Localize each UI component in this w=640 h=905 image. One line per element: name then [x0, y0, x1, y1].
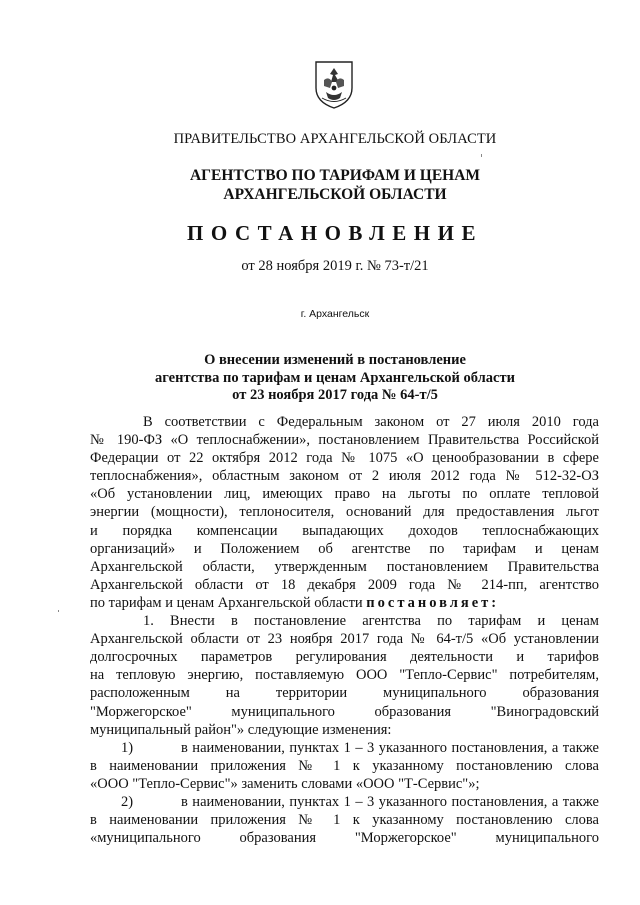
document-body	[90, 413, 599, 847]
preamble-last-text: по тарифам и ценам Архангельской области	[90, 594, 363, 611]
subject-line2: агентства по тарифам и ценам Архангельской области	[155, 369, 515, 386]
city-label: г. Архангельск	[300, 308, 370, 320]
subject-line1: О внесении изменений в постановление	[204, 352, 466, 368]
body-line: Архангельской области от 18 декабря 2009 года № 214-пп, агентство	[90, 576, 599, 593]
item1-line: 1. Внести в постановление агентства по тарифам и ценам	[143, 613, 599, 630]
document-type-heading: ПОСТАНОВЛЕНИЕ	[187, 221, 483, 245]
agency-title-line2: АРХАНГЕЛЬСКОЙ ОБЛАСТИ	[223, 186, 447, 203]
subitem1-line: «ООО "Тепло-Сервис"» заменить словами «ООО "Т-Сервис"»;	[90, 775, 480, 792]
body-line: № 190-ФЗ «О теплоснабжении», постановлением Правительства Российской	[90, 432, 599, 449]
body-line: Федерации от 22 октября 2012 года № 1075 «О ценообразовании в сфере	[90, 450, 599, 467]
date-number: от 28 ноября 2019 г. № 73-т/21	[241, 258, 429, 274]
body-line: и порядка компенсации выпадающих доходов теплоснабжающих	[90, 522, 599, 539]
body-line: энергии (мощности), теплоносителя, оснований для предоставления льгот	[90, 504, 599, 521]
subitem2-text: в наименовании, пунктах 1 – 3 указанного постановления, а также	[181, 793, 599, 810]
body-line: организаций» и Положением об агентстве по тарифам и ценам	[90, 540, 599, 557]
resolves-keyword: постановляет:	[366, 594, 500, 611]
item1-line: расположенным на территории муниципального образования	[90, 685, 599, 702]
subject-line3: от 23 ноября 2017 года № 64-т/5	[232, 387, 438, 403]
scan-speck	[481, 154, 482, 157]
body-line: Архангельской области, утвержденным постановлением Правительства	[90, 558, 599, 575]
item1-line: Архангельской области от 23 ноября 2017 года № 64-т/5 «Об установлении	[90, 631, 599, 648]
body-line: теплоснабжения», областным законом от 2 июля 2012 года № 512-32-ОЗ	[90, 468, 599, 485]
scan-speck	[58, 610, 59, 612]
item1-line: долгосрочных параметров регулирования деятельности и тарифов	[90, 649, 599, 666]
subject-title	[0, 352, 640, 405]
subitem1-first-line	[90, 739, 599, 757]
agency-title	[0, 166, 640, 204]
item1-line: на тепловую энергию, поставляемую ООО "Тепло-Сервис" потребителям,	[90, 667, 599, 684]
subitem2-line: в наименовании приложения № 1 к указанному постановлению слова	[90, 812, 599, 829]
item1-line: муниципальный район"» следующие изменения:	[90, 721, 392, 738]
subitem2-first-line	[90, 793, 599, 811]
subitem1-line: в наименовании приложения № 1 к указанному постановлению слова	[90, 757, 599, 774]
subitem1-text: в наименовании, пунктах 1 – 3 указанного постановления, а также	[181, 739, 599, 756]
subitem2-number: 2)	[121, 793, 134, 810]
agency-title-line1: АГЕНТСТВО ПО ТАРИФАМ И ЦЕНАМ	[189, 167, 481, 184]
body-line	[90, 594, 599, 612]
body-line: «Об установлении лиц, имеющих право на льготы по оплате тепловой	[90, 486, 599, 503]
government-title: ПРАВИТЕЛЬСТВО АРХАНГЕЛЬСКОЙ ОБЛАСТИ	[173, 131, 497, 147]
item1-line: "Моржегорское" муниципального образования "Виноградовский	[90, 703, 599, 720]
coat-of-arms-emblem	[312, 58, 356, 110]
body-line: В соответствии с Федеральным законом от 27 июля 2010 года	[143, 414, 599, 430]
subitem2-line: «муниципального образования "Моржегорское" муниципального	[90, 830, 599, 847]
subitem1-number: 1)	[121, 739, 134, 756]
